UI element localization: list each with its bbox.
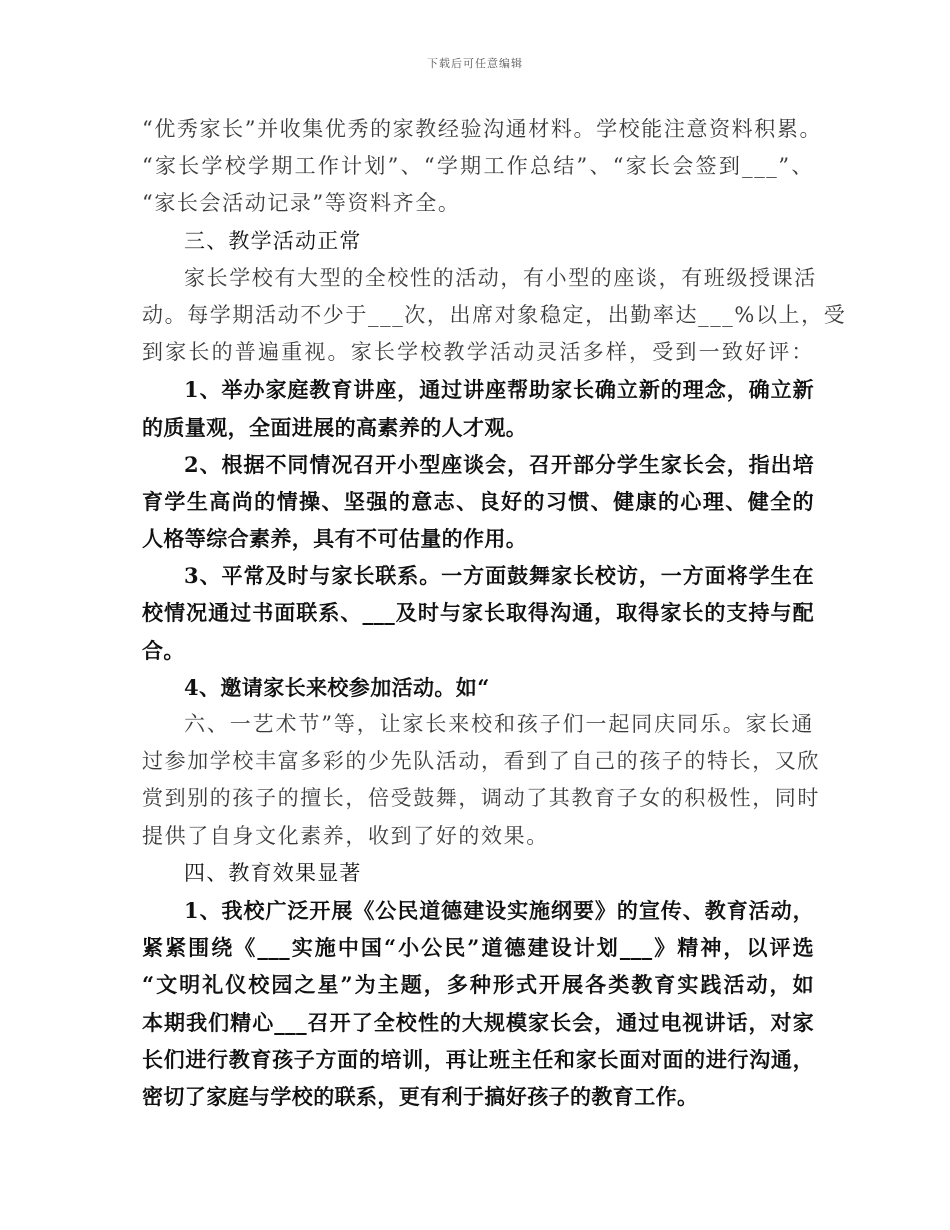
text-line: 人格等综合素养，具有不可估量的作用。 bbox=[142, 526, 528, 552]
text-line: “家长学校学期工作计划”、“学期工作总结”、“家长会签到___”、 bbox=[142, 154, 814, 179]
text-line: “优秀家长”并收集优秀的家教经验沟通材料。学校能注意资料积累。 bbox=[142, 117, 823, 141]
text-line: 紧紧围绕《___实施中国“小公民”道德建设计划___》精神，以评选 bbox=[142, 935, 814, 961]
page-header: 下载后可任意编辑 bbox=[427, 57, 523, 70]
document-body bbox=[142, 111, 847, 1115]
text-line: 动。每学期活动不少于___次，出席对象稳定，出勤率达___%以上，受 bbox=[142, 302, 847, 327]
text-line: 校情况通过书面联系、___及时与家长取得沟通，取得家长的支持与配 bbox=[142, 600, 814, 626]
section-heading: 三、教学活动正常 bbox=[184, 228, 362, 253]
text-line: 到家长的普遍重视。家长学校教学活动灵活多样，受到一致好评： bbox=[142, 340, 814, 365]
text-line: “家长会活动记录”等资料齐全。 bbox=[142, 191, 461, 216]
text-line: “文明礼仪校园之星”为主题，多种形式开展各类教育实践活动，如 bbox=[142, 972, 814, 998]
section-heading: 四、教育效果显著 bbox=[184, 860, 362, 885]
text-line: 育学生高尚的情操、坚强的意志、良好的习惯、健康的心理、健全的 bbox=[142, 488, 814, 514]
text-line: 过参加学校丰富多彩的少先队活动，看到了自己的孩子的特长，又欣 bbox=[142, 749, 820, 774]
text-line: 赏到别的孩子的擅长，倍受鼓舞，调动了其教育子女的积极性，同时 bbox=[142, 786, 820, 811]
text-line: 1、举办家庭教育讲座，通过讲座帮助家长确立新的理念，确立新 bbox=[184, 377, 814, 403]
text-line: 六、一艺术节”等，让家长来校和孩子们一起同庆同乐。家长通 bbox=[184, 712, 814, 736]
text-line: 2、根据不同情况召开小型座谈会，召开部分学生家长会，指出培 bbox=[184, 451, 814, 477]
text-line: 的质量观，全面进展的高素养的人才观。 bbox=[142, 414, 528, 440]
text-line: 密切了家庭与学校的联系，更有利于搞好孩子的教育工作。 bbox=[142, 1083, 699, 1109]
text-line: 3、平常及时与家长联系。一方面鼓舞家长校访，一方面将学生在 bbox=[184, 563, 814, 589]
text-line: 合。 bbox=[142, 637, 185, 663]
text-line: 4、邀请家长来校参加活动。如“ bbox=[184, 674, 490, 700]
text-line: 家长学校有大型的全校性的活动，有小型的座谈，有班级授课活 bbox=[184, 265, 817, 290]
text-line: 1、我校广泛开展《公民道德建设实施纲要》的宣传、教育活动， bbox=[184, 897, 814, 923]
text-line: 提供了自身文化素养，收到了好的效果。 bbox=[142, 823, 549, 848]
text-line: 长们进行教育孩子方面的培训，再让班主任和家长面对面的进行沟通， bbox=[142, 1046, 814, 1072]
text-line: 本期我们精心___召开了全校性的大规模家长会，通过电视讲话，对家 bbox=[142, 1009, 814, 1035]
